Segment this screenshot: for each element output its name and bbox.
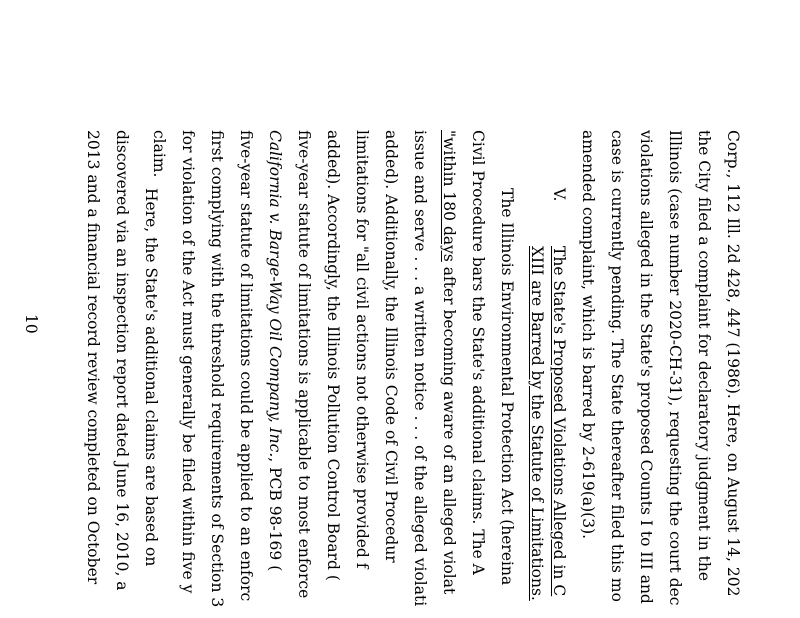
text-line	[441, 130, 457, 594]
page-number: 10	[22, 314, 40, 334]
underlined-text: "within 180 days	[440, 130, 458, 262]
text-line: case is currently pending. The State thereafter filed this mo	[608, 130, 626, 602]
text-line: amended complaint, which is barred by 2-619(a)(3).	[579, 130, 597, 540]
text-line: The Illinois Environmental Protection Act (hereina	[498, 188, 516, 586]
text-line: first complying with the threshold requirements of Section 3	[208, 130, 226, 608]
text-span: after becoming aware of an alleged violat	[440, 261, 458, 595]
text-line: Here, the State's additional claims are based on	[142, 188, 160, 567]
text-span: , PCB 98-169 (	[266, 457, 284, 572]
text-line: Civil Procedure bars the State's additional claims. The A	[469, 130, 487, 575]
text-line	[267, 130, 283, 571]
section-heading-number: V.	[550, 188, 568, 202]
text-line: the City filed a complaint for declaratory judgment in the	[695, 130, 713, 582]
section-heading: The State's Proposed Violations Alleged in C	[550, 246, 568, 597]
text-line: Illinois (case number 2020-CH-31), requesting the court dec	[666, 130, 684, 606]
text-line: violations alleged in the State's proposed Counts I to III and	[637, 130, 655, 604]
text-line: Corp., 112 Ill. 2d 428, 447 (1986). Here, on August 14, 202	[724, 130, 742, 597]
text-line: issue and serve . . . a written notice . . . of the alleged violati	[411, 130, 429, 607]
text-line: five-year statute of limitations is applicable to most enforce	[295, 130, 313, 599]
text-line: added). Accordingly, the Illinois Pollution Control Board (	[324, 130, 342, 581]
case-citation: California v. Barge-Way Oil Company, Inc.	[266, 130, 284, 458]
text-line: added). Additionally, the Illinois Code of Civil Procedur	[382, 130, 400, 563]
text-line: five-year statute of limitations could be applied to an enforc	[237, 130, 255, 602]
text-line: for violation of the Act must generally be filed within five y	[179, 130, 197, 594]
text-line: limitations for "all civil actions not otherwise provided f	[353, 130, 371, 569]
text-line: 2013 and a financial record review completed on October	[84, 130, 102, 585]
text-line: discovered via an inspection report dated June 16, 2010, a	[113, 130, 131, 591]
section-heading: XIII are Barred by the Statute of Limitations.	[528, 246, 546, 601]
text-line: claim.	[150, 130, 168, 178]
